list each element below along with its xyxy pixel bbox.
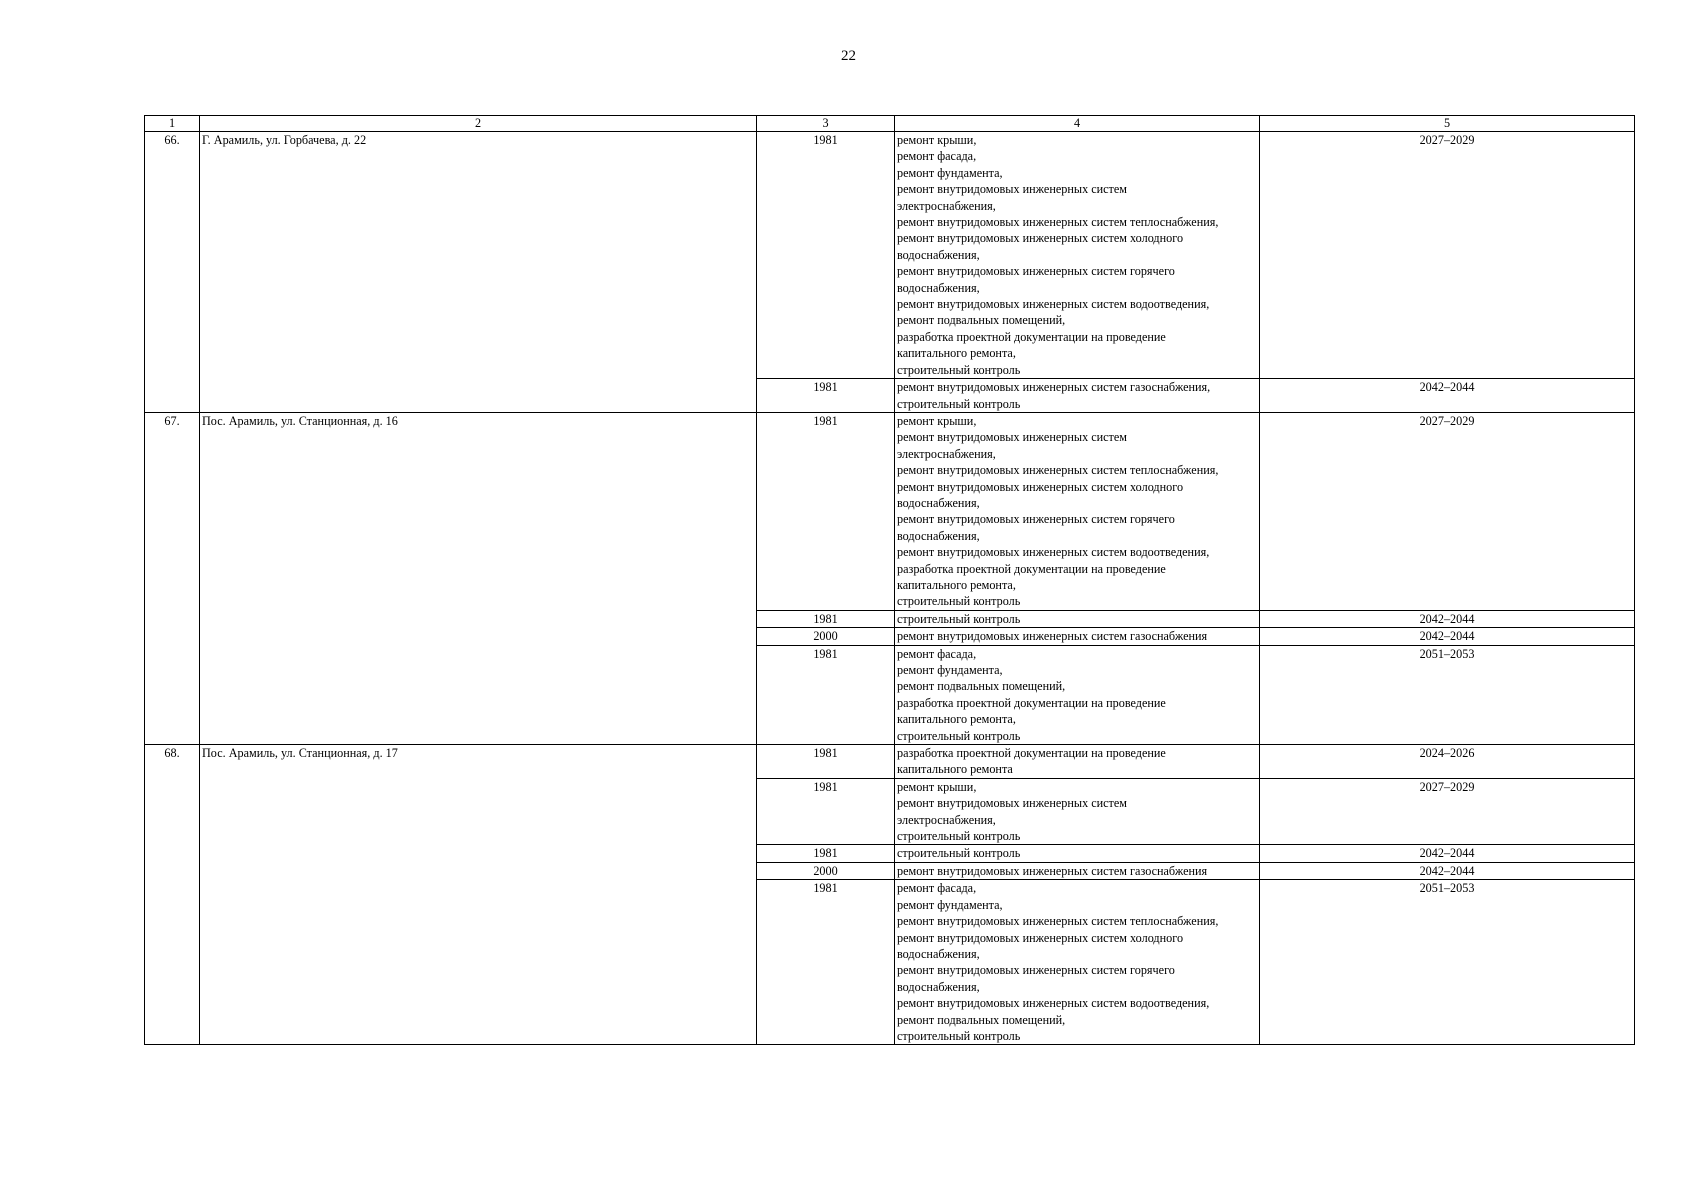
year-cell: 1981 xyxy=(757,412,895,610)
works-cell xyxy=(895,412,1260,610)
year-cell: 2000 xyxy=(757,862,895,879)
address-cell: Г. Арамиль, ул. Горбачева, д. 22 xyxy=(200,132,757,413)
address-cell: Пос. Арамиль, ул. Станционная, д. 16 xyxy=(200,412,757,744)
header-col-1: 1 xyxy=(145,116,200,132)
work-item: ремонт внутридомовых инженерных систем водоотведения, xyxy=(897,996,1210,1011)
work-item: ремонт внутридомовых инженерных систем холодного xyxy=(897,231,1184,246)
works-cell xyxy=(895,628,1260,645)
work-item: разработка проектной документации на проведение xyxy=(897,329,1166,344)
work-item: электроснабжения, xyxy=(897,446,996,461)
row-number: 67. xyxy=(145,412,200,744)
header-col-5: 5 xyxy=(1260,116,1635,132)
work-item: водоснабжения, xyxy=(897,979,980,994)
table-row xyxy=(145,745,1635,779)
work-item: ремонт подвальных помещений, xyxy=(897,1012,1066,1027)
period-cell: 2051–2053 xyxy=(1260,645,1635,744)
work-item: ремонт фасада, xyxy=(897,881,977,896)
year-cell: 1981 xyxy=(757,132,895,379)
work-item: строительный контроль xyxy=(897,829,1021,844)
work-item: ремонт внутридомовых инженерных систем горячего xyxy=(897,264,1175,279)
work-item: разработка проектной документации на проведение xyxy=(897,695,1166,710)
work-item: ремонт внутридомовых инженерных систем теплоснабжения, xyxy=(897,463,1219,478)
table-row xyxy=(145,412,1635,610)
work-item: ремонт внутридомовых инженерных систем водоотведения, xyxy=(897,545,1210,560)
row-number: 66. xyxy=(145,132,200,413)
work-item: ремонт фундамента, xyxy=(897,165,1003,180)
work-item: ремонт внутридомовых инженерных систем газоснабжения xyxy=(897,863,1208,878)
work-item: ремонт внутридомовых инженерных систем теплоснабжения, xyxy=(897,914,1219,929)
work-item: ремонт подвальных помещений, xyxy=(897,679,1066,694)
header-col-2: 2 xyxy=(200,116,757,132)
work-item: ремонт фундамента, xyxy=(897,663,1003,677)
repair-schedule-table xyxy=(144,115,1635,1045)
work-item: ремонт фундамента, xyxy=(897,897,1003,912)
work-item: капитального ремонта, xyxy=(897,346,1016,361)
work-item: строительный контроль xyxy=(897,846,1021,861)
table-header xyxy=(145,116,1635,132)
work-item: строительный контроль xyxy=(897,396,1021,411)
page-number: 22 xyxy=(841,48,856,64)
work-item: строительный контроль xyxy=(897,594,1021,609)
work-item: ремонт подвальных помещений, xyxy=(897,313,1066,328)
works-cell xyxy=(895,862,1260,879)
works-cell xyxy=(895,845,1260,862)
year-cell: 2000 xyxy=(757,628,895,645)
work-item: разработка проектной документации на проведение xyxy=(897,746,1166,761)
work-item: водоснабжения, xyxy=(897,946,980,961)
works-cell xyxy=(895,610,1260,627)
work-item: ремонт внутридомовых инженерных систем газоснабжения, xyxy=(897,380,1211,395)
year-cell: 1981 xyxy=(757,379,895,413)
work-item: электроснабжения, xyxy=(897,812,996,827)
period-cell: 2027–2029 xyxy=(1260,132,1635,379)
period-cell: 2042–2044 xyxy=(1260,610,1635,627)
work-item: разработка проектной документации на проведение xyxy=(897,561,1166,576)
period-cell: 2042–2044 xyxy=(1260,379,1635,413)
work-item: ремонт внутридомовых инженерных систем газоснабжения xyxy=(897,629,1208,644)
work-item: ремонт внутридомовых инженерных систем xyxy=(897,796,1127,811)
year-cell: 1981 xyxy=(757,880,895,1045)
year-cell: 1981 xyxy=(757,845,895,862)
works-cell xyxy=(895,379,1260,413)
work-item: ремонт внутридомовых инженерных систем xyxy=(897,430,1127,445)
table-row xyxy=(145,132,1635,379)
work-item: строительный контроль xyxy=(897,728,1021,743)
work-item: строительный контроль xyxy=(897,362,1021,377)
address-cell: Пос. Арамиль, ул. Станционная, д. 17 xyxy=(200,745,757,1045)
work-item: водоснабжения, xyxy=(897,280,980,295)
work-item: ремонт внутридомовых инженерных систем горячего xyxy=(897,512,1175,527)
works-cell xyxy=(895,880,1260,1045)
header-row xyxy=(145,116,1635,132)
work-item: капитального ремонта, xyxy=(897,577,1016,592)
work-item: ремонт внутридомовых инженерных систем водоотведения, xyxy=(897,297,1210,312)
work-item: ремонт внутридомовых инженерных систем теплоснабжения, xyxy=(897,215,1219,230)
work-item: водоснабжения, xyxy=(897,495,980,510)
year-cell: 1981 xyxy=(757,610,895,627)
work-item: ремонт крыши, xyxy=(897,413,977,428)
period-cell: 2027–2029 xyxy=(1260,412,1635,610)
work-item: ремонт внутридомовых инженерных систем xyxy=(897,182,1127,197)
year-cell: 1981 xyxy=(757,778,895,845)
work-item: капитального ремонта xyxy=(897,762,1013,777)
work-item: водоснабжения, xyxy=(897,247,980,262)
work-item: капитального ремонта, xyxy=(897,712,1016,727)
work-item: водоснабжения, xyxy=(897,528,980,543)
period-cell: 2051–2053 xyxy=(1260,880,1635,1045)
work-item: ремонт внутридомовых инженерных систем холодного xyxy=(897,479,1184,494)
row-number: 68. xyxy=(145,745,200,1045)
header-col-4: 4 xyxy=(895,116,1260,132)
year-cell: 1981 xyxy=(757,745,895,779)
works-cell xyxy=(895,778,1260,845)
period-cell: 2024–2026 xyxy=(1260,745,1635,779)
work-item: ремонт крыши, xyxy=(897,779,977,794)
work-item: ремонт внутридомовых инженерных систем горячего xyxy=(897,963,1175,978)
work-item: строительный контроль xyxy=(897,611,1021,626)
period-cell: 2042–2044 xyxy=(1260,628,1635,645)
work-item: электроснабжения, xyxy=(897,198,996,213)
period-cell: 2027–2029 xyxy=(1260,778,1635,845)
work-item: строительный контроль xyxy=(897,1028,1021,1043)
work-item: ремонт фасада, xyxy=(897,149,977,164)
work-item: ремонт фасада, xyxy=(897,646,977,661)
works-cell xyxy=(895,132,1260,379)
work-item: ремонт крыши, xyxy=(897,133,977,147)
table-body xyxy=(145,132,1635,1045)
year-cell: 1981 xyxy=(757,645,895,744)
works-cell xyxy=(895,645,1260,744)
work-item: ремонт внутридомовых инженерных систем холодного xyxy=(897,930,1184,945)
period-cell: 2042–2044 xyxy=(1260,862,1635,879)
header-col-3: 3 xyxy=(757,116,895,132)
period-cell: 2042–2044 xyxy=(1260,845,1635,862)
works-cell xyxy=(895,745,1260,779)
